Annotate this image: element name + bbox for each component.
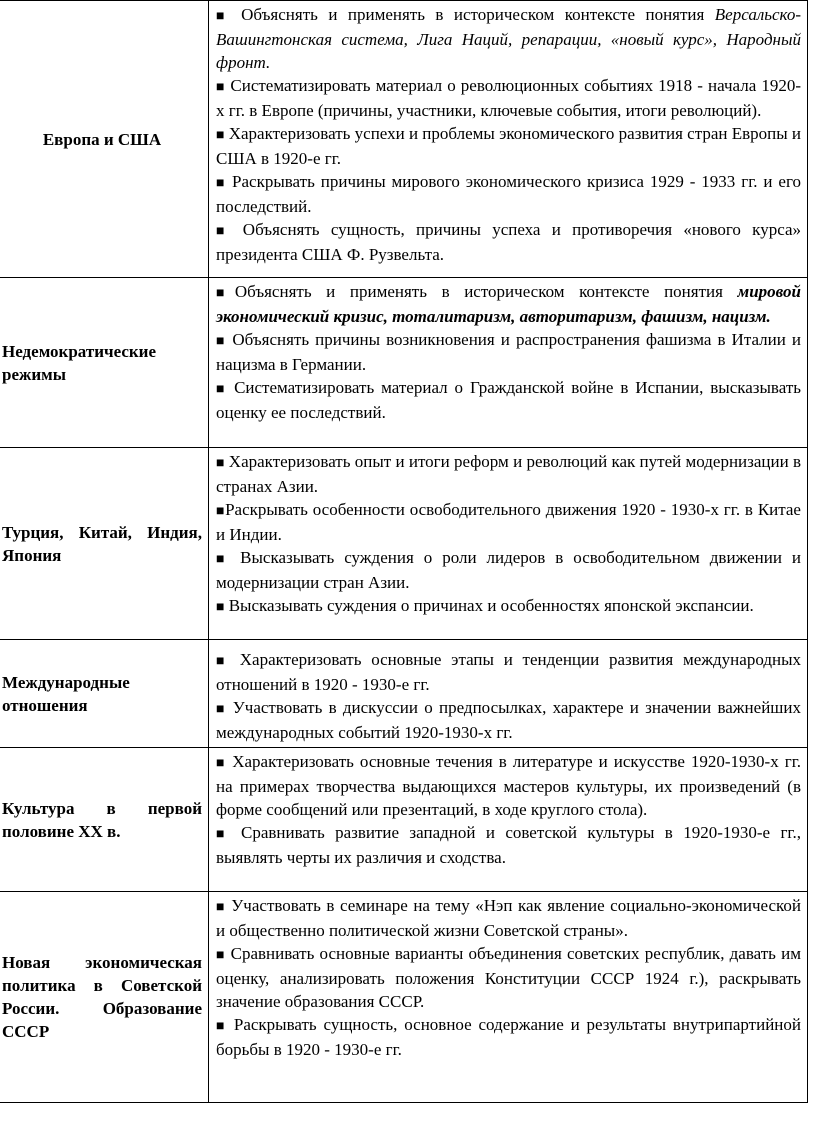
bullet-icon: ■ [216, 552, 231, 567]
bullet-icon: ■ [216, 900, 226, 915]
bullet-icon: ■ [216, 382, 228, 397]
topic-cell [0, 640, 209, 748]
bullet-icon: ■ [216, 224, 232, 239]
topic-title: Новая экономическая политика в Советской России. Образование СССР [2, 953, 202, 1041]
topic-cell [0, 892, 209, 1103]
bullet-icon: ■ [216, 1019, 228, 1034]
table-row [0, 748, 808, 892]
list-item: ■ Систематизировать материал о революционных событиях 1918 - начала 1920-х гг. в Европе (причины, участники, ключевые события, итоги революций). [216, 76, 801, 120]
list-item: ■ Объяснять и применять в историческом контексте понятия Версальско-Вашингтонская система, Лига Наций, репарации, «новый курс», Народный фронт. [216, 5, 801, 72]
list-item: ■ Сравнивать основные варианты объединения советских республик, давать им оценку, анализировать положения Конституции СССР 1924 г.), раскрывать значение образования СССР. [216, 944, 801, 1011]
list-item: ■ Высказывать суждения о причинах и особенностях японской экспансии. [216, 596, 754, 615]
topic-title: Недемократические режимы [2, 341, 157, 384]
topic-cell [0, 748, 209, 892]
table-row [0, 1, 808, 278]
bullet-icon: ■ [216, 827, 231, 842]
table-row [0, 640, 808, 748]
bullet-icon: ■ [216, 456, 225, 471]
list-item: ■Раскрывать особенности освободительного движения 1920 - 1930-х гг. в Китае и Индии. [216, 500, 801, 544]
table-row [0, 278, 808, 448]
list-item: ■ Участвовать в дискуссии о предпосылках, характере и значении важнейших международных событий 1920-1930-х гг. [216, 698, 801, 742]
list-item: ■ Объяснять сущность, причины успеха и противоречия «нового курса» президента США Ф. Рузвельта. [216, 220, 802, 264]
content-cell [209, 278, 808, 448]
list-item: ■ Высказывать суждения о роли лидеров в освободительном движении и модернизации стран Азии. [216, 548, 801, 592]
table-row [0, 892, 808, 1103]
list-item: ■ Раскрывать причины мирового экономического кризиса 1929 - 1933 гг. и его последствий. [216, 172, 801, 216]
list-item: ■ Характеризовать основные течения в литературе и искусстве 1920-1930-х гг. на примерах творчества выдающихся мастеров культуры, их произведений (в форме сообщений или презентаций, в ходе круглого стола). [216, 752, 801, 819]
content-cell [209, 1, 808, 278]
content-cell [209, 640, 808, 748]
bullet-icon: ■ [216, 80, 226, 95]
topic-cell [0, 278, 209, 448]
content-cell [209, 748, 808, 892]
content-cell [209, 448, 808, 640]
topic-cell [0, 448, 209, 640]
bullet-icon: ■ [216, 504, 226, 519]
list-item: ■ Объяснять причины возникновения и распространения фашизма в Италии и нацизма в Германии. [216, 330, 801, 374]
list-item: ■ Характеризовать опыт и итоги реформ и революций как путей модернизации в странах Азии. [216, 452, 802, 496]
bullet-icon: ■ [216, 702, 227, 717]
topic-title: Культура в первой половине XX в. [2, 798, 202, 841]
topic-title: Европа и США [42, 129, 162, 149]
topic-title: Международные отношения [2, 672, 130, 715]
bullet-icon: ■ [216, 9, 231, 24]
bullet-icon: ■ [216, 948, 226, 963]
bullet-icon: ■ [216, 654, 230, 669]
bullet-icon: ■ [216, 286, 235, 301]
list-item: ■Объяснять и применять в историческом контексте понятия мировой экономический кризис, тоталитаризм, авторитаризм, фашизм, нацизм. [216, 282, 801, 326]
bullet-icon: ■ [216, 756, 227, 771]
bullet-icon: ■ [216, 128, 225, 143]
bullet-icon: ■ [216, 600, 225, 615]
table-body [0, 1, 808, 1103]
bullet-icon: ■ [216, 176, 227, 191]
list-item: ■ Раскрывать сущность, основное содержание и результаты внутрипартийной борьбы в 1920 - 1930-е гг. [216, 1015, 801, 1059]
content-cell [209, 892, 808, 1103]
list-item: ■ Систематизировать материал о Гражданской войне в Испании, высказывать оценку ее последствий. [216, 378, 802, 422]
list-item: ■ Участвовать в семинаре на тему «Нэп как явление социально-экономической и общественно политической жизни Советской страны». [216, 896, 801, 940]
table-row [0, 448, 808, 640]
list-item: ■ Сравнивать развитие западной и советской культуры в 1920-1930-е гг., выявлять черты их различия и сходства. [216, 823, 801, 867]
bullet-icon: ■ [216, 334, 227, 349]
list-item: ■ Характеризовать успехи и проблемы экономического развития стран Европы и США в 1920-е гг. [216, 124, 802, 168]
list-item: ■ Характеризовать основные этапы и тенденции развития международных отношений в 1920 - 1930-е гг. [216, 650, 802, 694]
topic-title: Турция, Китай, Индия, Япония [2, 522, 202, 565]
topic-cell [0, 1, 209, 278]
